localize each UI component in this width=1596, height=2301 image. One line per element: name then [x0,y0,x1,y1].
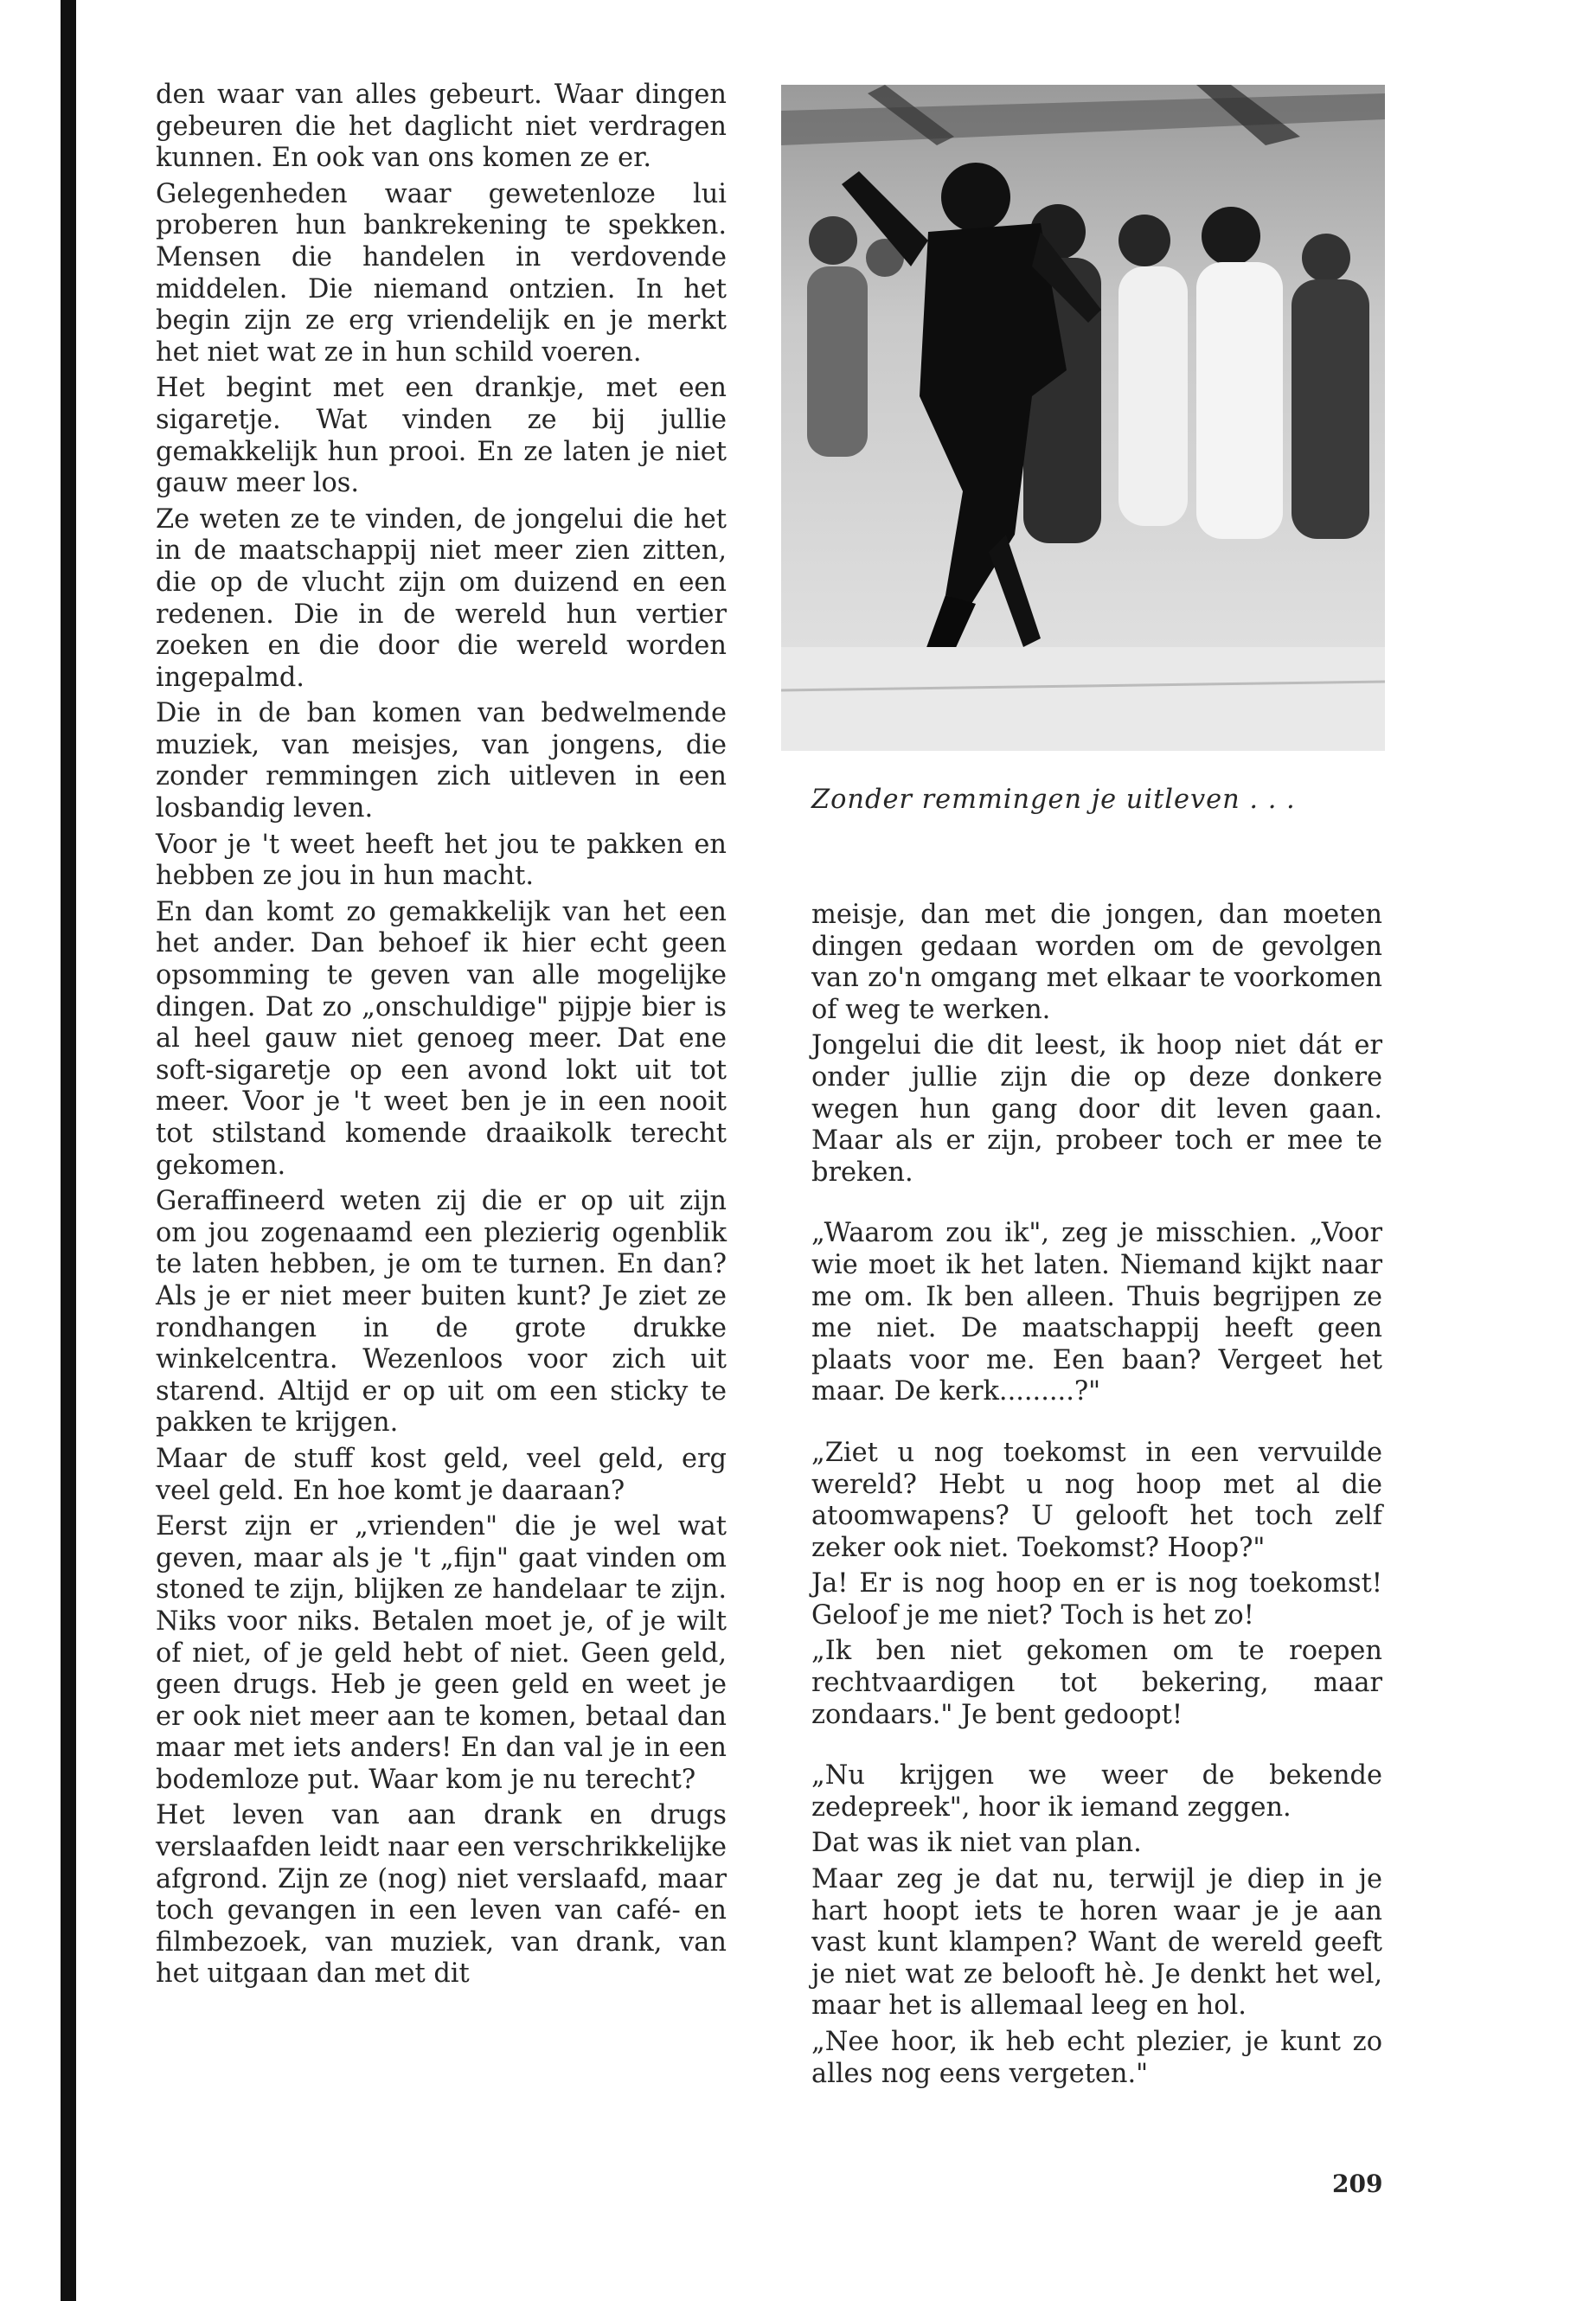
paragraph: Geraffineerd weten zij die er op uit zijn om jou zogenaamd een plezierig ogenblik te laten hebben, je om te turnen. En dan? Als je er niet meer buiten kunt? Je ziet ze rondhangen in de grote drukke winkelcentra. Wezenloos voor zich uit starend. Altijd er op uit om een sticky te pakken te krijgen. [156,1186,727,1439]
paragraph: „Ik ben niet gekomen om te roepen rechtvaardigen tot bekering, maar zondaars." Je bent gedoopt! [811,1636,1382,1730]
page-number: 209 [1332,2170,1383,2198]
paragraph: Maar de stuff kost geld, veel geld, erg veel geld. En hoe komt je daaraan? [156,1443,727,1506]
paragraph: meisje, dan met die jongen, dan moeten dingen gedaan worden om de gevolgen van zo'n omgang met elkaar te voorkomen of weg te werken. [811,900,1382,1025]
page-margin-bar [61,0,76,2301]
paragraph: Die in de ban komen van bedwelmende muziek, van meisjes, van jongens, die zonder remmingen zich uitleven in een losbandig leven. [156,698,727,824]
photo-illustration [781,85,1385,751]
paragraph: Jongelui die dit leest, ik hoop niet dát er onder jullie zijn die op deze donkere wegen hun gang door dit leven gaan. Maar als er zijn, probeer toch er mee te breken. [811,1030,1382,1188]
dancing-youth-photo [781,85,1385,751]
paragraph: Ze weten ze te vinden, de jongelui die het in de maatschappij niet meer zien zitten, die op de vlucht zijn om duizend en een redenen. Die in de wereld hun vertier zoeken en die door die wereld worden ingepalmd. [156,503,727,693]
paragraph: „Nee hoor, ik heb echt plezier, je kunt zo alles nog eens vergeten." [811,2027,1382,2089]
paragraph: Ja! Er is nog hoop en er is nog toekomst! Geloof je me niet? Toch is het zo! [811,1568,1382,1631]
paragraph: Gelegenheden waar gewetenloze lui proberen hun bankrekening te spekken. Mensen die handelen in verdovende middelen. Die niemand ontzien. In het begin zijn ze erg vriendelijk en je merkt het niet wat ze in hun schild voeren. [156,178,727,368]
paragraph: Dat was ik niet van plan. [811,1828,1142,1859]
paragraph: Maar zeg je dat nu, terwijl je diep in je hart hoopt iets te horen waar je je aan vast kunt klampen? Want de wereld geeft je niet wat ze belooft hè. Je denkt het wel, maar het is allemaal leeg en hol. [811,1864,1382,2022]
paragraph: En dan komt zo gemakkelijk van het een het ander. Dan behoef ik hier echt geen opsomming te geven van alle mogelijke dingen. Dat zo „onschuldige" pijpje bier is al heel gauw niet genoeg meer. Dat ene soft-sigaretje op een avond lokt uit tot meer. Voor je 't weet ben je in een nooit tot stilstand komende draaikolk terecht gekomen. [156,896,727,1181]
paragraph: Eerst zijn er „vrienden" die je wel wat geven, maar als je 't „fijn" gaat vinden om stoned te zijn, blijken ze handelaar te zijn. Niks voor niks. Betalen moet je, of je wilt of niet, of je geld hebt of niet. Geen geld, geen drugs. Heb je geen geld en weet je er ook niet meer aan te komen, betaal dan maar met iets anders! En dan val je in een bodemloze put. Waar kom je nu terecht? [156,1511,727,1795]
right-text-column [811,900,1382,2094]
paragraph: Het leven van aan drank en drugs verslaafden leidt naar een verschrikkelijke afgrond. Zijn ze (nog) niet verslaafd, maar toch gevangen in een leven van café- en filmbezoek, van muziek, van drank, van het uitgaan dan met dit [156,1800,727,1990]
paragraph: den waar van alles gebeurt. Waar dingen gebeuren die het daglicht niet verdragen kunnen. En ook van ons komen ze er. [156,80,727,174]
photo-caption: Zonder remmingen je uitleven . . . [811,785,1296,815]
paragraph: Het begint met een drankje, met een sigaretje. Wat vinden ze bij jullie gemakkelijk hun prooi. En ze laten je niet gauw meer los. [156,373,727,499]
paragraph: Voor je 't weet heeft het jou te pakken en hebben ze jou in hun macht. [156,829,727,892]
paragraph: „Ziet u nog toekomst in een vervuilde wereld? Hebt u nog hoop met al die atoomwapens? U gelooft het toch zelf zeker ook niet. Toekomst? Hoop?" [811,1437,1382,1563]
left-text-column [156,80,727,1995]
paragraph: „Waarom zou ik", zeg je misschien. „Voor wie moet ik het laten. Niemand kijkt naar me om. Ik ben alleen. Thuis begrijpen ze me niet. De maatschappij heeft geen plaats voor me. Een baan? Vergeet het maar. De kerk.........?" [811,1218,1382,1407]
paragraph: „Nu krijgen we weer de bekende zedepreek", hoor ik iemand zeggen. [811,1760,1382,1823]
